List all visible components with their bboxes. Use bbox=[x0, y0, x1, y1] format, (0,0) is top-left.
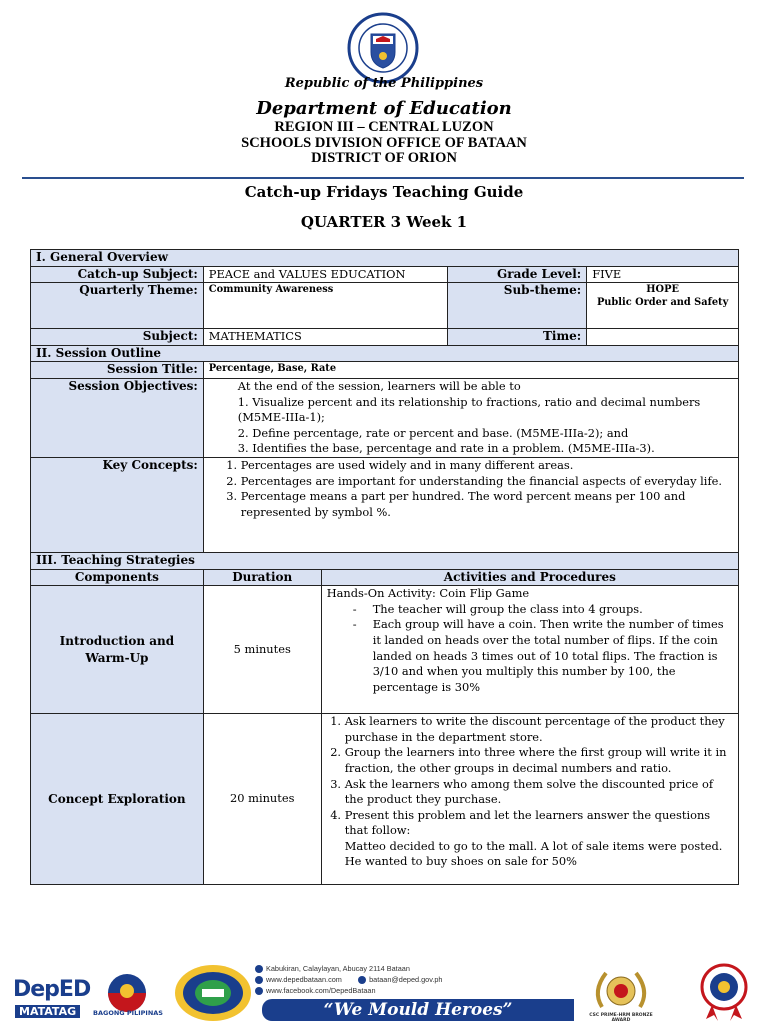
catchup-subject-label: Catch-up Subject: bbox=[31, 266, 204, 283]
intro-duration: 5 minutes bbox=[203, 586, 321, 714]
session-objectives-value bbox=[203, 378, 738, 457]
key-concepts-value bbox=[203, 457, 738, 552]
intro-activity-title: Hands-On Activity: Coin Flip Game bbox=[326, 586, 530, 601]
concept-duration: 20 minutes bbox=[203, 714, 321, 885]
list-item: 2. Group the learners into three where the first group will write it in fraction, the other groups in decimal numbers and ratio. bbox=[345, 745, 733, 776]
table-row bbox=[31, 283, 739, 329]
deped-matatag-logo bbox=[5, 965, 91, 1018]
sub-theme-value bbox=[587, 283, 739, 329]
facebook-icon bbox=[255, 987, 263, 995]
grade-level-value: FIVE bbox=[587, 266, 739, 283]
quarterly-theme-label: Quarterly Theme: bbox=[31, 283, 204, 329]
subject-label: Subject: bbox=[31, 329, 204, 346]
division-text: SCHOOLS DIVISION OFFICE OF BATAAN bbox=[241, 134, 527, 151]
region-text: REGION III – CENTRAL LUZON bbox=[274, 119, 494, 135]
concept-activity-list bbox=[327, 714, 733, 870]
table-row bbox=[31, 714, 739, 885]
session-objectives-label: Session Objectives: bbox=[31, 378, 204, 457]
intro-activities bbox=[321, 586, 738, 714]
facebook-text: www.facebook.com/DepedBataan bbox=[266, 986, 376, 995]
list-item: - The teacher will group the class into 4 groups. bbox=[353, 602, 733, 618]
section-general-overview: I. General Overview bbox=[31, 250, 739, 267]
session-title-value: Percentage, Base, Rate bbox=[203, 362, 738, 379]
list-item-text: Present this problem and let the learners answer the questions that follow: bbox=[344, 807, 711, 838]
quarter-title: QUARTER 3 Week 1 bbox=[300, 213, 468, 231]
website-text: www.depedbataan.com bbox=[266, 975, 342, 984]
col-duration: Duration bbox=[203, 569, 321, 586]
list-item bbox=[345, 808, 733, 870]
email-icon bbox=[358, 976, 366, 984]
col-components: Components bbox=[31, 569, 204, 586]
section-teaching-strategies: III. Teaching Strategies bbox=[31, 552, 739, 569]
email-text: bataan@deped.gov.ph bbox=[369, 975, 443, 984]
location-icon bbox=[255, 965, 263, 973]
teaching-guide-table bbox=[30, 249, 739, 885]
matatag-wordmark: MATATAG bbox=[15, 1005, 80, 1018]
col-activities: Activities and Procedures bbox=[321, 569, 738, 586]
concept-activities-clip bbox=[327, 714, 733, 884]
table-row bbox=[31, 362, 739, 379]
objective-item: 3. Identifies the base, percentage and rate in a problem. (M5ME-IIIa-3). bbox=[237, 441, 655, 456]
table-row bbox=[31, 378, 739, 457]
list-item: 3. Ask the learners who among them solve the discounted price of the product they purchase. bbox=[345, 777, 733, 808]
time-label: Time: bbox=[448, 329, 587, 346]
catchup-subject-value: PEACE and VALUES EDUCATION bbox=[203, 266, 448, 283]
table-row bbox=[31, 266, 739, 283]
table-header-row bbox=[31, 569, 739, 586]
grade-level-label: Grade Level: bbox=[448, 266, 587, 283]
section-row-outline bbox=[31, 345, 739, 362]
list-item: - Each group will have a coin. Then write the number of times it landed on heads over the total number of flips. If the coin landed on heads 3 times out of 10 total flips. The fraction is 3/10 and when you multiply this number by 100, the percentage is 30% bbox=[353, 617, 733, 695]
intro-activity-list bbox=[327, 602, 733, 696]
concept-component: Concept Exploration bbox=[31, 714, 204, 885]
key-concepts-label: Key Concepts: bbox=[31, 457, 204, 552]
table-row bbox=[31, 329, 739, 346]
address-text: Kabukiran, Calaylayan, Abucay 2114 Bataan bbox=[266, 964, 410, 973]
department-text: Department of Education bbox=[256, 98, 512, 119]
objective-intro: At the end of the session, learners will be able to bbox=[237, 378, 521, 393]
session-title-label: Session Title: bbox=[31, 362, 204, 379]
list-item: 3. Percentage means a part per hundred. The word percent means per 100 and represented by symbol %. bbox=[241, 489, 733, 520]
republic-text: Republic of the Philippines bbox=[284, 76, 484, 91]
key-concepts-list bbox=[209, 458, 733, 520]
objective-item: 2. Define percentage, rate or percent and base. (M5ME-IIIa-2); and bbox=[237, 425, 629, 440]
bagong-pilipinas-text: BAGONG PILIPINAS bbox=[93, 1009, 163, 1017]
section-session-outline: II. Session Outline bbox=[31, 345, 739, 362]
sdo-bataan-seal bbox=[172, 963, 254, 1023]
deped-wordmark: DepED bbox=[13, 977, 91, 1002]
concept-problem: Matteo decided to go to the mall. A lot of sale items were posted. He wanted to buy shoes on sale for 50% bbox=[344, 838, 723, 869]
time-value bbox=[587, 329, 739, 346]
office-block bbox=[0, 120, 768, 167]
globe-icon bbox=[255, 976, 263, 984]
footer bbox=[0, 955, 768, 1024]
sub-theme-label: Sub-theme: bbox=[448, 283, 587, 329]
deped-seal-logo bbox=[340, 12, 426, 84]
list-item: 1. Percentages are used widely and in many different areas. bbox=[241, 458, 733, 474]
contact-info bbox=[255, 963, 443, 996]
header-divider bbox=[22, 177, 744, 179]
subject-value: MATHEMATICS bbox=[203, 329, 448, 346]
concept-activities bbox=[321, 714, 738, 885]
sub-theme-line-2: Public Order and Safety bbox=[596, 297, 729, 309]
sub-theme-line-1: HOPE bbox=[646, 284, 679, 296]
list-item: 2. Percentages are important for understanding the financial aspects of everyday life. bbox=[241, 474, 733, 490]
section-row-strategies bbox=[31, 552, 739, 569]
objective-item: 1. Visualize percent and its relationship to fractions, ratio and decimal numbers (M5ME-IIIa-1); bbox=[237, 394, 701, 425]
quarterly-theme-value: Community Awareness bbox=[203, 283, 448, 329]
intro-component: Introduction and Warm-Up bbox=[31, 586, 204, 714]
district-text: DISTRICT OF ORION bbox=[311, 150, 457, 166]
document-title: Catch-up Fridays Teaching Guide bbox=[244, 183, 524, 201]
table-row bbox=[31, 457, 739, 552]
motto-banner: “We Mould Heroes” bbox=[262, 999, 574, 1021]
ribbon-award-icon bbox=[686, 961, 762, 1021]
table-row bbox=[31, 586, 739, 714]
award-text: CSC PRIME-HRM BRONZE AWARD bbox=[589, 1013, 653, 1023]
section-row-overview bbox=[31, 250, 739, 267]
list-item: 1. Ask learners to write the discount percentage of the product they purchase in the department store. bbox=[345, 714, 733, 745]
